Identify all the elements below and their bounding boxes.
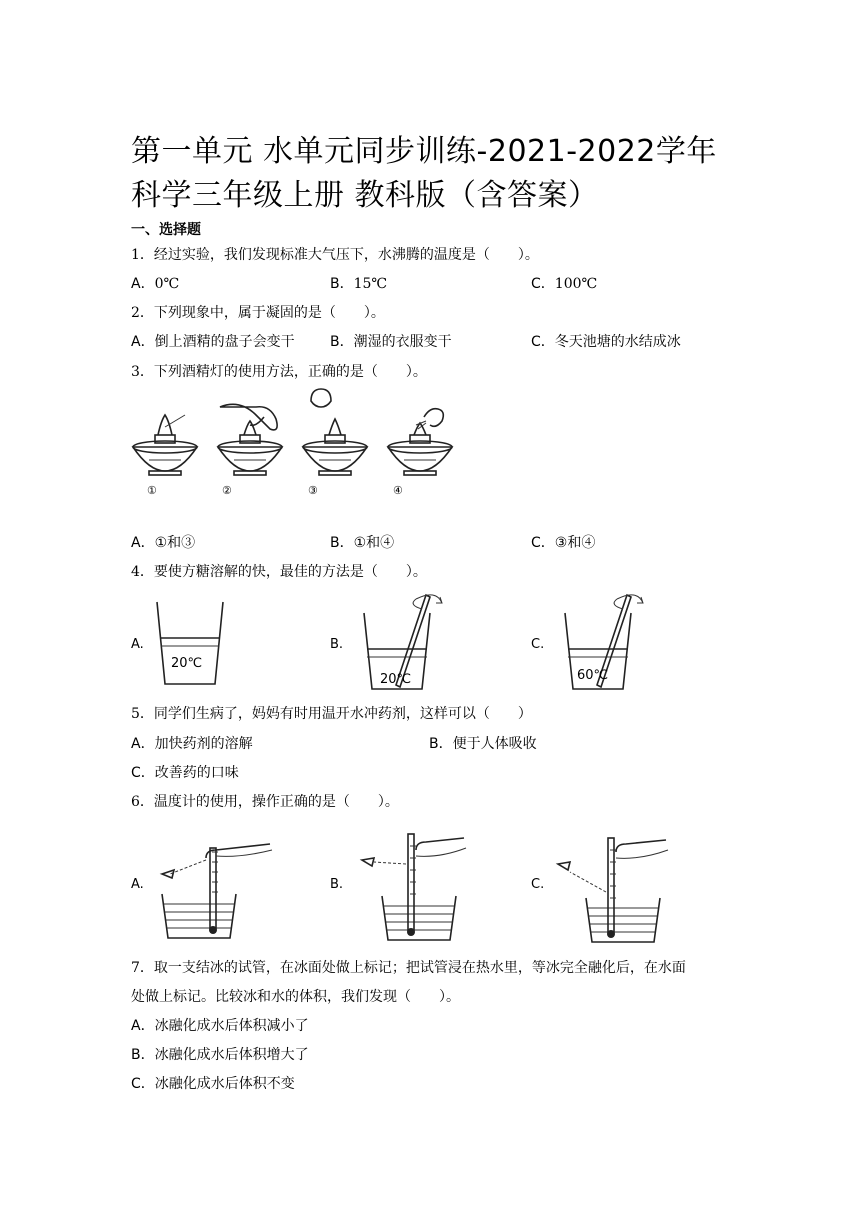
lamp-label-4: ④ xyxy=(393,484,403,497)
lamp-label-2: ② xyxy=(222,484,232,497)
lamp-label-1: ① xyxy=(147,484,157,497)
beaker-c-temp: 60℃ xyxy=(577,668,609,683)
q4-option-a-letter[interactable]: A. xyxy=(131,637,144,652)
beaker-a-temp: 20℃ xyxy=(171,656,203,671)
q2-option-c[interactable]: C．冬天池塘的水结成冰 xyxy=(531,334,681,350)
question-4-stem: 4．要使方糖溶解的快，最佳的方法是（ ）。 xyxy=(131,564,427,580)
thermometer-c-figure xyxy=(548,832,678,947)
q1-option-b[interactable]: B．15℃ xyxy=(330,276,388,292)
q6-option-b-letter[interactable]: B. xyxy=(330,877,344,892)
q3-option-c[interactable]: C．③和④ xyxy=(531,535,596,551)
question-7-stem-line2: 处做上标记。比较冰和水的体积，我们发现（ ）。 xyxy=(131,989,460,1005)
thermometer-a-figure xyxy=(150,838,280,943)
question-5-stem: 5．同学们生病了，妈妈有时用温开水冲药剂，这样可以（ ） xyxy=(131,706,532,722)
q5-option-b[interactable]: B．便于人体吸收 xyxy=(429,736,537,752)
q4-option-b-letter[interactable]: B. xyxy=(330,637,344,652)
question-7-stem-line1: 7．取一支结冰的试管，在冰面处做上标记；把试管浸在热水里，等冰完全融化后，在水面 xyxy=(131,960,686,976)
section-heading: 一、选择题 xyxy=(131,222,201,238)
thermometer-b-figure xyxy=(350,830,480,945)
q5-option-c[interactable]: C．改善药的口味 xyxy=(131,765,239,781)
document-title: 第一单元 水单元同步训练-2021-2022学年科学三年级上册 教科版（含答案） xyxy=(131,134,717,213)
q4-option-c-letter[interactable]: C. xyxy=(531,637,545,652)
q7-option-b[interactable]: B．冰融化成水后体积增大了 xyxy=(131,1047,309,1063)
question-3-stem: 3．下列酒精灯的使用方法，正确的是（ ）。 xyxy=(131,364,427,380)
alcohol-lamp-2 xyxy=(218,404,282,475)
q7-option-c[interactable]: C．冰融化成水后体积不变 xyxy=(131,1076,295,1092)
q6-option-c-letter[interactable]: C. xyxy=(531,877,545,892)
alcohol-lamp-4 xyxy=(388,409,452,475)
q6-option-a-letter[interactable]: A. xyxy=(131,877,144,892)
alcohol-lamp-3 xyxy=(303,389,367,475)
q7-option-a[interactable]: A．冰融化成水后体积减小了 xyxy=(131,1018,309,1034)
q3-option-b[interactable]: B．①和④ xyxy=(330,535,395,551)
beaker-a-figure xyxy=(155,600,225,690)
question-6-stem: 6．温度计的使用，操作正确的是（ ）。 xyxy=(131,794,399,810)
q1-option-c[interactable]: C．100℃ xyxy=(531,276,598,292)
q3-option-a[interactable]: A．①和③ xyxy=(131,535,196,551)
question-2-stem: 2．下列现象中，属于凝固的是（ ）。 xyxy=(131,305,385,321)
q2-option-a[interactable]: A．倒上酒精的盘子会变干 xyxy=(131,334,295,350)
beaker-b-temp: 20℃ xyxy=(380,672,412,687)
alcohol-lamp-1 xyxy=(133,415,197,475)
q5-option-a[interactable]: A．加快药剂的溶解 xyxy=(131,736,253,752)
q2-option-b[interactable]: B．潮湿的衣服变干 xyxy=(330,334,452,350)
q1-option-a[interactable]: A．0℃ xyxy=(131,276,180,292)
question-1-stem: 1．经过实验，我们发现标准大气压下，水沸腾的温度是（ ）。 xyxy=(131,247,539,263)
lamp-label-3: ③ xyxy=(308,484,318,497)
